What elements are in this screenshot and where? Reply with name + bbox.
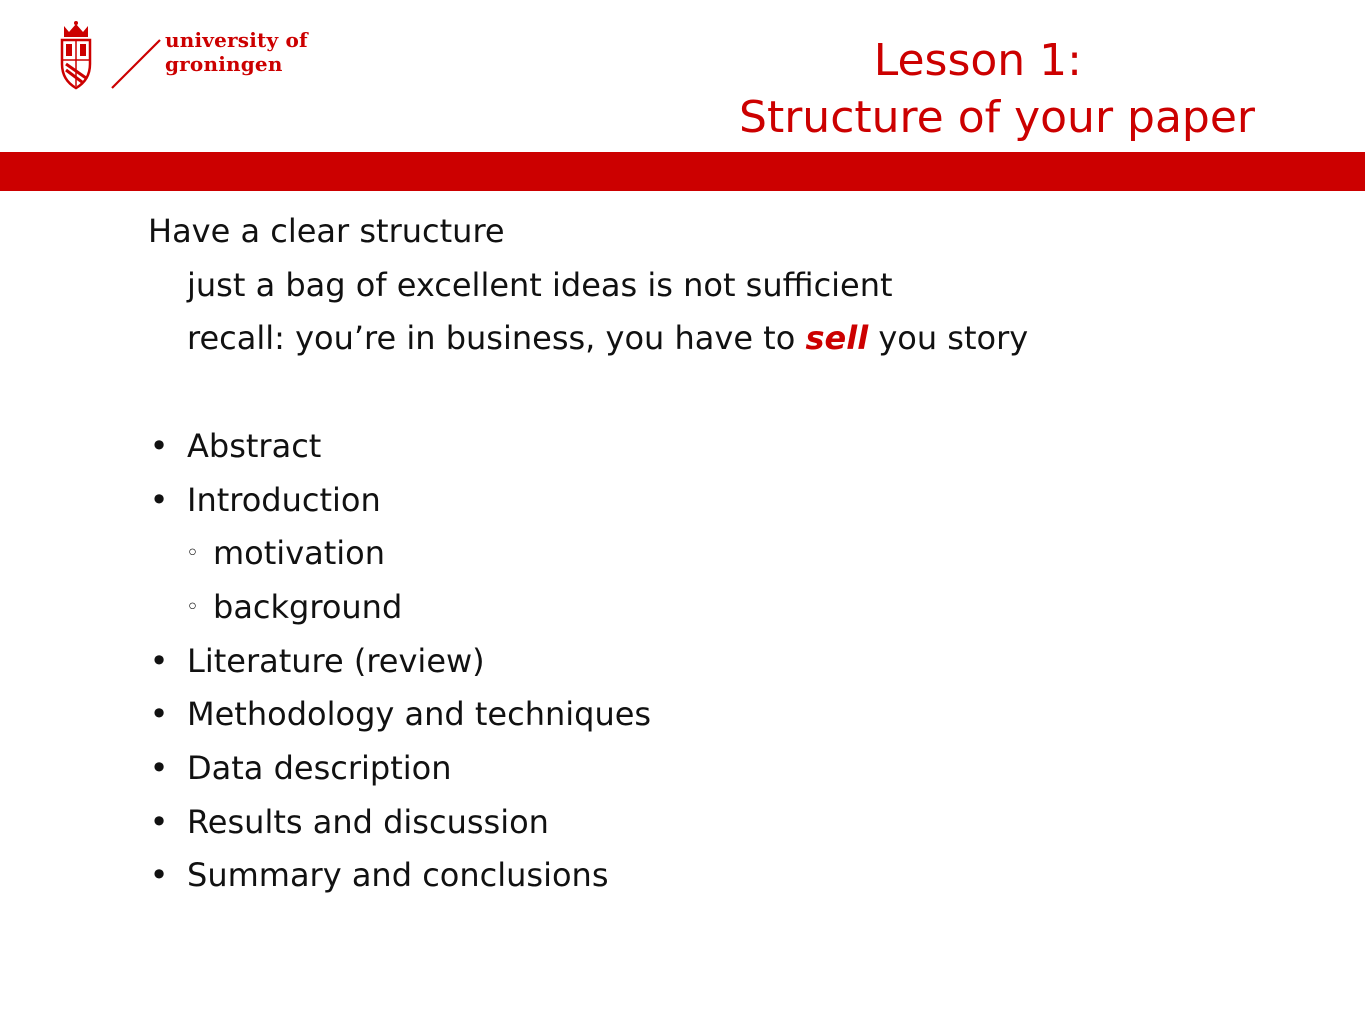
list-item-label: Summary and conclusions [187, 856, 609, 895]
list-item-label: Abstract [187, 426, 322, 465]
content-heading: Have a clear structure [148, 212, 505, 250]
bullet-icon: • [149, 480, 169, 519]
logo-wordmark-line2: groningen [165, 52, 283, 76]
list-item [148, 688, 1248, 742]
sub-list-item [148, 527, 1248, 581]
list-item [148, 474, 1248, 528]
content-point-sell [148, 312, 1248, 366]
bullet-icon: • [149, 641, 169, 680]
sub-list-item-label: motivation [213, 534, 386, 573]
list-item-label: Results and discussion [187, 802, 549, 841]
bullet-icon: • [149, 695, 169, 734]
slide-title-line1: Lesson 1: [873, 35, 1082, 86]
list-item-label: Literature (review) [187, 641, 485, 680]
list-item [148, 742, 1248, 796]
logo-wordmark [165, 28, 308, 76]
bullet-icon: • [149, 856, 169, 895]
list-item [148, 796, 1248, 850]
slide-title-line2: Structure of your paper [739, 92, 1255, 143]
list-item-label: Data description [187, 749, 452, 788]
list-item [148, 849, 1248, 903]
content-point-ideas: just a bag of excellent ideas is not sufficient [187, 265, 893, 304]
university-logo [52, 18, 322, 96]
sub-list-item [148, 581, 1248, 635]
bullet-icon: • [149, 426, 169, 465]
sub-list-item-label: background [213, 587, 403, 626]
slide-content [148, 205, 1248, 903]
university-crest-icon [52, 20, 100, 90]
list-item [148, 420, 1248, 474]
content-point-sell-emphasis: sell [805, 319, 869, 358]
list-item [148, 635, 1248, 689]
content-point-sell-before: recall: you’re in business, you have to [187, 319, 806, 358]
sub-bullet-icon: ◦ [186, 541, 199, 567]
bullet-icon: • [149, 802, 169, 841]
content-spacer [148, 366, 1248, 420]
list-item-label: Introduction [187, 480, 381, 519]
header-divider-bar [0, 152, 1365, 191]
bullet-icon: • [149, 749, 169, 788]
logo-slash-icon [110, 38, 162, 90]
sub-bullet-icon: ◦ [186, 594, 199, 620]
logo-wordmark-line1: university of [165, 28, 308, 52]
content-point-sell-after: you story [868, 319, 1029, 358]
list-item-label: Methodology and techniques [187, 695, 652, 734]
slide-title [495, 32, 1255, 146]
